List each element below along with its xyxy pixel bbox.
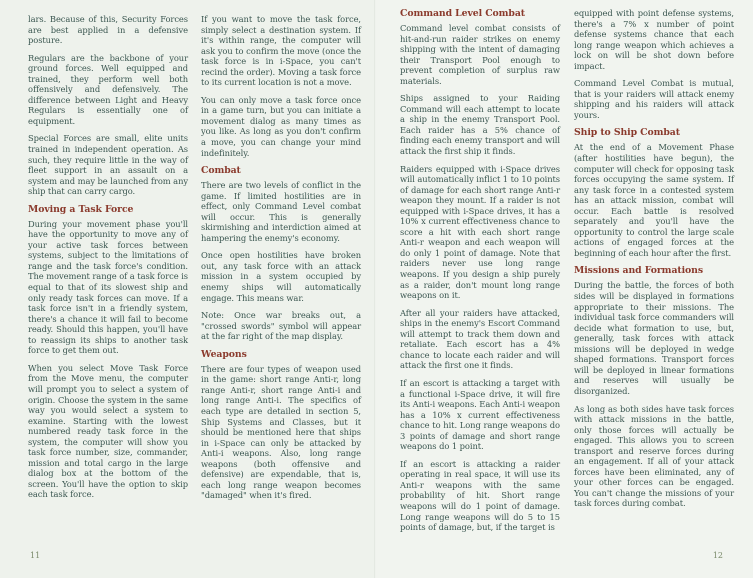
left-page	[0, 0, 376, 578]
page-number-left: 11	[30, 551, 41, 560]
heading-ship-to-ship-combat: Ship to Ship Combat	[574, 127, 680, 139]
paragraph: Regulars are the backbone of your ground forces. Well equipped and trained, they perform well both offensively and defensively. The difference between Light and Heavy Regulars is essentially one of equipment.	[28, 52, 188, 126]
paragraph: If an escort is attacking a target with a functional i-Space drive, it will fire its Anti-i weapons. Each Anti-i weapon has a 10% x current effectiveness chance to hit. Long range weapons do 3 points of damage and short range weapons do 1 point.	[400, 377, 560, 452]
paragraph: When you select Move Task Force from the Move menu, the computer will prompt you to select a system of origin. Choose the system in the same way you would select a system to examine. Starting with the lowest numbered ready task force in the system, the computer will show you task force number, size, commander, mission and total cargo in the large dialog box at the bottom of the screen. You'll have the option to skip each task force.	[28, 362, 188, 500]
heading-command-level-combat: Command Level Combat	[400, 8, 525, 19]
paragraph: There are two levels of conflict in the game. If limited hostilities are in effect, only Command Level combat will occur. This is generally skirmishing and interdiction aimed at hampering the enemy's economy.	[201, 180, 361, 243]
right-column-2	[574, 8, 734, 516]
paragraph: Note: Once war breaks out, a "crossed swords" symbol will appear at the far right of the map display.	[201, 310, 361, 342]
paragraph: If you want to move the task force, simply select a destination system. If it's within range, the computer will ask you to confirm the move (once the task force is in i-Space, you can't recind the order). Moving a task force to its current location is not a move.	[201, 14, 361, 88]
left-column-2	[201, 14, 361, 508]
paragraph: Ships assigned to your Raiding Command will each attempt to locate a ship in the enemy Transport Pool. Each raider has a 5% chance of finding each enemy transport and will attack the first ship it finds.	[400, 93, 560, 157]
heading-combat: Combat	[201, 165, 241, 177]
paragraph: As long as both sides have task forces with attack missions in the battle, only those forces will actually be engaged. This allows you to screen transport and reserve forces during an engagement. If all of your attack forces have been eliminated, any of your other forces can be engaged. You can't change the missions of your task forces during combat.	[574, 403, 734, 509]
right-page	[376, 0, 753, 578]
paragraph: During the battle, the forces of both sides will be displayed in formations appropriate to their missions. The individual task force commanders will decide what formation to use, but, generally, task forces with attack missions will be deployed in wedge shaped formations. Transport forces will be deployed in linear formations and reserves will usually be disorganized.	[574, 280, 734, 396]
paragraph: Command level combat consists of hit-and-run raider strikes on enemy shipping with the intent of damaging their Transport Pool enough to prevent completion of surplus raw materials.	[400, 23, 560, 86]
paragraph: Special Forces are small, elite units trained in independent operation. As such, they require little in the way of fleet support in an assault on a system and may be launched from any ship that can carry cargo.	[28, 133, 188, 197]
paragraph: At the end of a Movement Phase (after hostilities have begun), the computer will check for opposing task forces occupying the same system. If any task force in a contested system has an attack mission, combat will occur. Each battle is resolved separately and you'll have the opportunity to control the large scale actions of engaged forces at the beginning of each hour after the first.	[574, 142, 734, 258]
paragraph: Once open hostilities have broken out, any task force with an attack mission in a system occupied by enemy ships will automatically engage. This means war.	[201, 250, 361, 303]
paragraph: There are four types of weapon used in the game: short range Anti-r, long range Anti-r, short range Anti-i and long range Anti-i. The specifics of each type are detailed in section 5, Ship Systems and Classes, but it should be mentioned here that ships in i-Space can only be attacked by Anti-i weapons. Also, long range weapons (both offensive and defensive) are expendable, that is, each long range weapon becomes "damaged" when it's fired.	[201, 363, 361, 501]
paragraph: If an escort is attacking a raider operating in real space, it will use its Anti-r weapons with the same probability of hit. Short range weapons will do 1 point of damage. Long range weapons will do 5 to 15 points of damage, but, if the target is	[400, 458, 560, 533]
paragraph: Command Level Combat is mutual, that is your raiders will attack enemy shipping and his raiders will attack yours.	[574, 78, 734, 120]
paragraph: lars. Because of this, Security Forces are best applied in a defensive posture.	[28, 14, 188, 46]
right-column-1	[400, 8, 560, 540]
left-column-1	[28, 14, 188, 507]
page-number-right: 12	[712, 551, 723, 560]
heading-weapons: Weapons	[201, 348, 247, 360]
paragraph: You can only move a task force once in a game turn, but you can initiate a movement dialog as many times as you like. As long as you don't confirm a move, you can change your mind indefinitely.	[201, 94, 361, 158]
heading-missions-and-formations: Missions and Formations	[574, 265, 704, 277]
paragraph: Raiders equipped with i-Space drives will automatically inflict 1 to 10 points of damage for each short range Anti-r weapon they mount. If a raider is not equipped with i-Space drives, it has a 10% x current effectiveness chance to score a hit with each short range Anti-r weapon and each weapon will do only 1 point of damage. Note that raiders never use long range weapons. If you design a ship purely as a raider, don't mount long range weapons on it.	[400, 163, 560, 301]
paragraph: During your movement phase you'll have the opportunity to move any of your active task forces between systems, subject to the limitations of range and the task force's condition. The movement range of a task force is equal to that of its slowest ship and only ready task forces can move. If a task force isn't in a friendly system, there's a chance it will fail to become ready. Should this happen, you'll have to reassign its ships to another task force to get them out.	[28, 218, 188, 356]
heading-moving-task-force: Moving a Task Force	[28, 203, 134, 215]
paragraph: equipped with point defense systems, there's a 7% x number of point defense systems chance that each long range weapon which achieves a lock on will be shot down before impact.	[574, 8, 734, 71]
paragraph: After all your raiders have attacked, ships in the enemy's Escort Command will attempt to track them down and retaliate. Each escort has a 4% chance to locate each raider and will attack the first one it finds.	[400, 307, 560, 371]
